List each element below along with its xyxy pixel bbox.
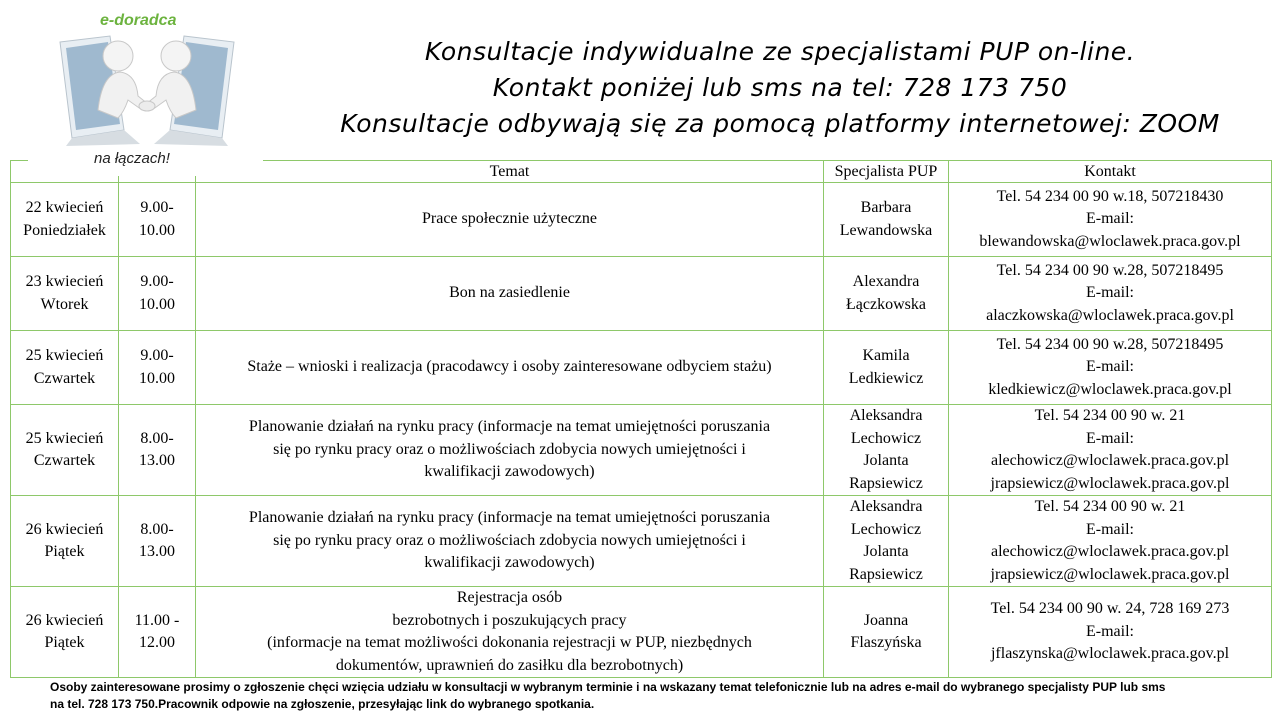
cell-contact-line: Tel. 54 234 00 90 w.18, 507218430 — [996, 187, 1224, 205]
cell-contact-line: jflaszynska@wloclawek.praca.gov.pl — [990, 645, 1230, 663]
cell-contact — [949, 183, 1272, 257]
cell-day-line: 25 kwiecień — [25, 429, 104, 447]
cell-contact — [949, 257, 1272, 331]
cell-contact-line: alechowicz@wloclawek.praca.gov.pl — [990, 452, 1230, 469]
cell-specialist — [824, 405, 949, 496]
cell-time — [119, 405, 196, 496]
cell-day — [11, 257, 119, 331]
cell-time-line: 10.00 — [139, 221, 175, 239]
cell-topic-line: Staże – wnioski i realizacja (pracodawcy i osoby zainteresowane odbyciem stażu) — [247, 358, 772, 376]
cell-time — [119, 496, 196, 587]
cell-specialist — [824, 183, 949, 257]
cell-time-line: 10.00 — [139, 295, 175, 313]
cell-time — [119, 331, 196, 405]
table-row — [11, 257, 1272, 331]
cell-specialist — [824, 496, 949, 587]
cell-contact-line: E-mail: — [1086, 429, 1134, 447]
cell-specialist-line: Łączkowska — [846, 295, 926, 313]
table-row — [11, 331, 1272, 405]
headline-line-3: Konsultacje odbywają się za pomocą platformy internetowej: ZOOM — [340, 109, 1220, 138]
cell-contact — [949, 496, 1272, 587]
cell-time-line: 9.00- — [140, 199, 174, 216]
cell-topic-line: kwalifikacji zawodowych) — [424, 554, 595, 572]
cell-specialist-line: Joanna — [863, 611, 909, 629]
cell-specialist-line: Aleksandra — [849, 498, 923, 515]
logo-caption: na łączach! — [94, 150, 170, 167]
cell-day — [11, 405, 119, 496]
cell-contact-line: Tel. 54 234 00 90 w.28, 507218495 — [996, 261, 1224, 279]
header-specialist: Specjalista PUP — [824, 161, 949, 183]
cell-day-line: Piątek — [44, 634, 85, 651]
cell-day-line: 22 kwiecień — [25, 199, 104, 216]
table-row — [11, 183, 1272, 257]
cell-contact-line: E-mail: — [1086, 358, 1134, 376]
headline-line-1: Konsultacje indywidualne ze specjalistami PUP on-line. — [424, 37, 1136, 66]
cell-day-line: 26 kwiecień — [25, 520, 104, 538]
cell-day-line: 26 kwiecień — [25, 611, 104, 629]
cell-day-line: 25 kwiecień — [25, 347, 104, 364]
cell-topic — [196, 405, 824, 496]
footer-line-1: Osoby zainteresowane prosimy o zgłoszenie chęci wzięcia udziału w konsultacji w wybranym terminie i na wskazany temat telefonicznie lub na adres e-mail do wybranego specjalisty PUP lub sms — [50, 680, 1166, 694]
cell-time — [119, 587, 196, 678]
cell-contact-line: Tel. 54 234 00 90 w. 24, 728 169 273 — [990, 600, 1230, 618]
cell-contact-line: jrapsiewicz@wloclawek.praca.gov.pl — [990, 565, 1230, 583]
header-contact: Kontakt — [949, 161, 1272, 183]
cell-day-line: Wtorek — [40, 295, 89, 313]
cell-time — [119, 257, 196, 331]
cell-contact-line: Tel. 54 234 00 90 w. 21 — [1034, 498, 1186, 515]
cell-contact-line: E-mail: — [1086, 210, 1134, 228]
header-topic: Temat — [196, 161, 824, 183]
cell-contact-line: jrapsiewicz@wloclawek.praca.gov.pl — [990, 474, 1230, 492]
cell-topic-line: Planowanie działań na rynku pracy (informacje na temat umiejętności poruszania — [248, 418, 771, 436]
cell-contact — [949, 587, 1272, 678]
cell-topic-line: Planowanie działań na rynku pracy (informacje na temat umiejętności poruszania — [248, 509, 771, 527]
footer-line-2: na tel. 728 173 750.Pracownik odpowie na zgłoszenie, przesyłając link do wybranego spotkania. — [50, 697, 595, 711]
cell-topic-line: dokumentów, uprawnień do zasiłku dla bezrobotnych) — [335, 656, 684, 674]
cell-specialist-line: Jolanta — [863, 543, 909, 560]
cell-topic-line: się po rynku pracy oraz o możliwościach zdobycia nowych umiejętności i — [273, 531, 746, 549]
table-row — [11, 587, 1272, 678]
cell-specialist-line: Rapsiewicz — [849, 474, 923, 492]
cell-contact-line: kledkiewicz@wloclawek.praca.gov.pl — [988, 380, 1232, 398]
cell-specialist-line: Aleksandra — [849, 407, 923, 424]
cell-topic-line: (informacje na temat możliwości dokonania rejestracji w PUP, niezbędnych — [267, 634, 752, 651]
cell-time-line: 9.00- — [140, 347, 174, 364]
cell-topic — [196, 496, 824, 587]
cell-specialist-line: Lechowicz — [850, 429, 922, 447]
cell-time-line: 13.00 — [139, 452, 175, 469]
cell-specialist-line: Ledkiewicz — [848, 369, 924, 387]
cell-time — [119, 183, 196, 257]
cell-topic-line: kwalifikacji zawodowych) — [424, 463, 595, 481]
cell-topic-line: Bon na zasiedlenie — [449, 284, 570, 302]
cell-time-line: 12.00 — [139, 634, 175, 651]
cell-day-line: Piątek — [44, 543, 85, 560]
cell-specialist-line: Lechowicz — [850, 520, 922, 538]
cell-contact-line: Tel. 54 234 00 90 w. 21 — [1034, 407, 1186, 424]
cell-topic — [196, 331, 824, 405]
cell-specialist — [824, 587, 949, 678]
cell-topic — [196, 257, 824, 331]
cell-specialist — [824, 331, 949, 405]
cell-specialist-line: Flaszyńska — [850, 634, 922, 651]
cell-specialist-line: Rapsiewicz — [849, 565, 923, 583]
cell-topic — [196, 183, 824, 257]
cell-time-line: 11.00 - — [134, 611, 180, 629]
cell-day-line: 23 kwiecień — [25, 273, 104, 290]
e-doradca-logo — [28, 8, 263, 176]
cell-contact-line: alaczkowska@wloclawek.praca.gov.pl — [986, 306, 1234, 324]
cell-day — [11, 587, 119, 678]
cell-topic — [196, 587, 824, 678]
footer-note — [50, 679, 1270, 713]
cell-specialist-line: Alexandra — [852, 273, 920, 290]
cell-topic-line: bezrobotnych i poszukujących pracy — [392, 611, 627, 629]
cell-topic-line: Rejestracja osób — [456, 589, 563, 606]
cell-topic-line: Prace społecznie użyteczne — [421, 210, 597, 228]
cell-time-line: 9.00- — [140, 273, 174, 290]
handshake-laptops-icon — [58, 34, 236, 146]
cell-contact-line: alechowicz@wloclawek.praca.gov.pl — [990, 543, 1230, 560]
cell-specialist-line: Kamila — [862, 347, 910, 364]
cell-day — [11, 331, 119, 405]
cell-time-line: 8.00- — [140, 520, 174, 538]
cell-day — [11, 183, 119, 257]
table-row — [11, 496, 1272, 587]
cell-specialist-line: Jolanta — [863, 452, 909, 469]
cell-time-line: 8.00- — [140, 429, 174, 447]
cell-time-line: 13.00 — [139, 543, 175, 560]
logo-title: e-doradca — [100, 12, 177, 29]
cell-topic-line: się po rynku pracy oraz o możliwościach zdobycia nowych umiejętności i — [273, 440, 746, 458]
cell-day-line: Poniedziałek — [23, 221, 106, 239]
headline — [290, 34, 1270, 142]
cell-specialist — [824, 257, 949, 331]
cell-contact-line: E-mail: — [1086, 284, 1134, 302]
cell-day-line: Czwartek — [33, 452, 96, 469]
cell-contact-line: E-mail: — [1086, 622, 1134, 640]
cell-day-line: Czwartek — [33, 369, 96, 387]
headline-line-2: Kontakt poniżej lub sms na tel: 728 173 750 — [492, 73, 1068, 102]
cell-specialist-line: Lewandowska — [839, 221, 933, 239]
consultation-schedule-table — [10, 160, 1272, 678]
cell-time-line: 10.00 — [139, 369, 175, 387]
cell-specialist-line: Barbara — [860, 199, 912, 216]
cell-day — [11, 496, 119, 587]
cell-contact — [949, 405, 1272, 496]
cell-contact-line: E-mail: — [1086, 520, 1134, 538]
table-row — [11, 405, 1272, 496]
cell-contact — [949, 331, 1272, 405]
cell-contact-line: blewandowska@wloclawek.praca.gov.pl — [979, 232, 1241, 250]
cell-contact-line: Tel. 54 234 00 90 w.28, 507218495 — [996, 335, 1224, 353]
